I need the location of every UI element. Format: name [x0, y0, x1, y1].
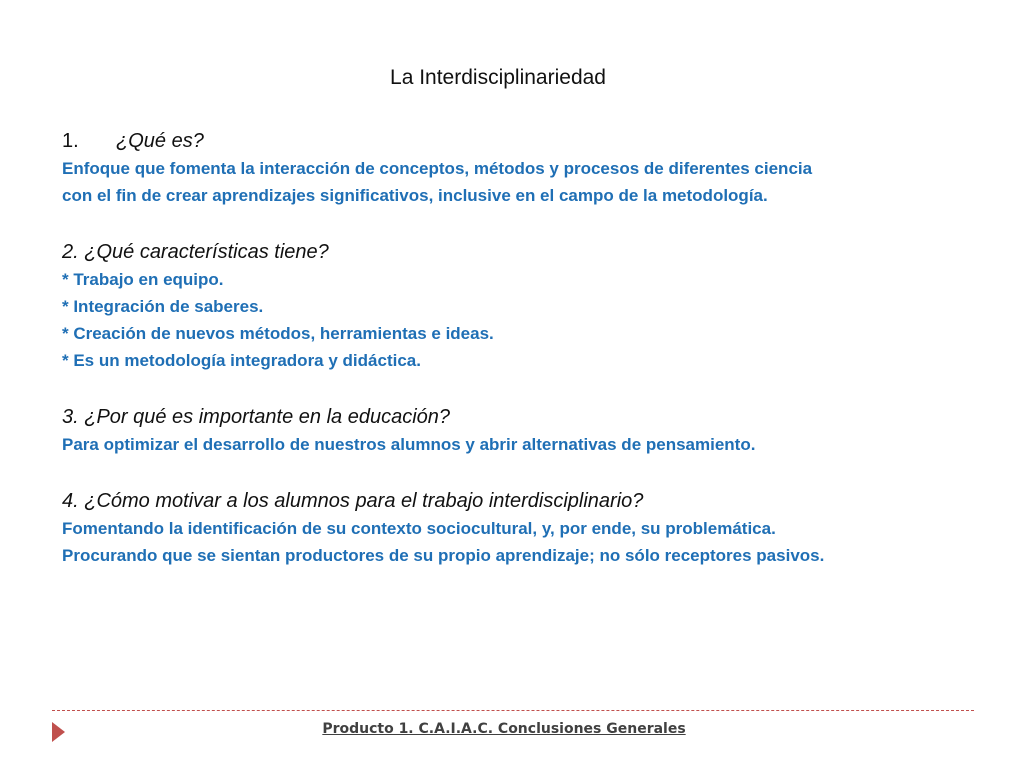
answer-1-line-1: Enfoque que fomenta la interacción de conceptos, métodos y procesos de diferentes ciencia — [62, 159, 813, 178]
section-1 — [62, 127, 992, 209]
slide-title: La Interdisciplinariedad — [390, 66, 606, 89]
answer-4-line-2: Procurando que se sientan productores de su propio aprendizaje; no sólo receptores pasivos. — [62, 546, 825, 565]
question-1-text: ¿Qué es? — [116, 130, 204, 152]
answer-2-line-4: * Es un metodología integradora y didáctica. — [62, 351, 421, 370]
answer-2-line-2: * Integración de saberes. — [62, 297, 264, 316]
section-2 — [62, 238, 992, 374]
question-2: 2. ¿Qué características tiene? — [62, 241, 329, 263]
section-4 — [62, 487, 992, 569]
question-1-number: 1. — [62, 130, 79, 152]
answer-1-line-2: con el fin de crear aprendizajes significativos, inclusive en el campo de la metodología. — [62, 186, 768, 205]
footer-text: Producto 1. C.A.I.A.C. Conclusiones Generales — [322, 721, 686, 737]
section-3 — [62, 403, 992, 458]
question-1 — [62, 127, 992, 155]
answer-2-line-3: * Creación de nuevos métodos, herramientas e ideas. — [62, 324, 494, 343]
answer-4-line-1: Fomentando la identificación de su contexto sociocultural, y, por ende, su problemática. — [62, 519, 776, 538]
question-4: 4. ¿Cómo motivar a los alumnos para el trabajo interdisciplinario? — [62, 490, 644, 512]
answer-3-line-1: Para optimizar el desarrollo de nuestros alumnos y abrir alternativas de pensamiento. — [62, 435, 756, 454]
slide-content — [62, 127, 992, 598]
footer-divider — [52, 710, 974, 711]
answer-2-line-1: * Trabajo en equipo. — [62, 270, 224, 289]
question-3: 3. ¿Por qué es importante en la educación? — [62, 406, 451, 428]
